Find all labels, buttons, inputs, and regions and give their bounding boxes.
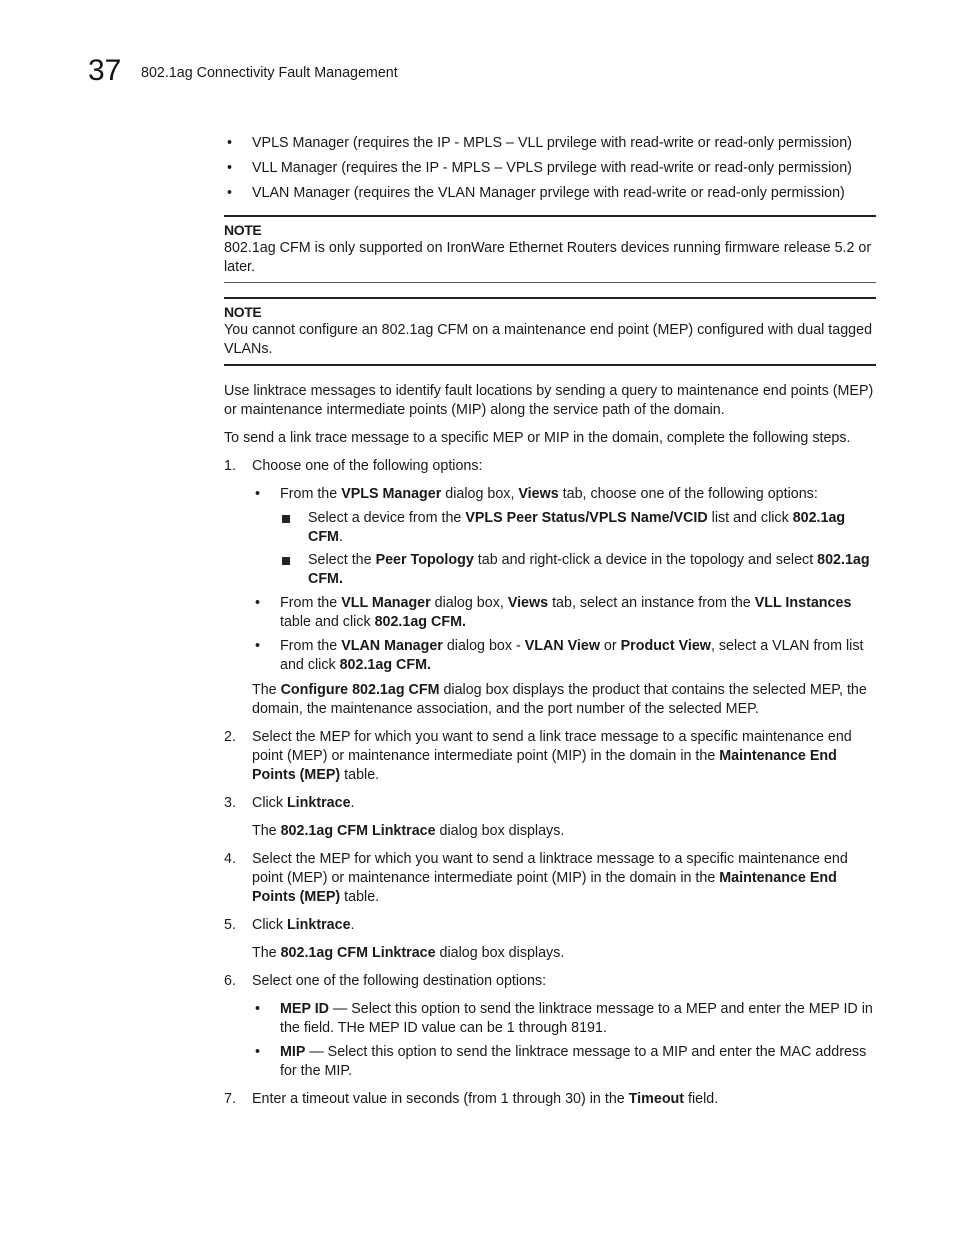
ui-term: 802.1ag CFM <box>308 510 846 545</box>
ui-term: Views <box>518 486 559 502</box>
ui-term: VLAN View <box>524 638 600 654</box>
step-list <box>224 457 876 1109</box>
note-box <box>224 297 876 366</box>
ui-term: 802.1ag CFM. <box>339 657 431 673</box>
step-text: Choose one of the following options: <box>252 458 483 474</box>
ui-term: 802.1ag CFM. <box>374 614 466 630</box>
step-number: 1. <box>224 458 236 474</box>
ui-term: Maintenance End Points (MEP) <box>252 748 837 783</box>
list-item: • VPLS Manager (requires the IP - MPLS – VLL prvilege with read-write or read-only permission) <box>224 134 876 153</box>
step-number: 5. <box>224 917 236 933</box>
ui-term: VLL Instances <box>754 595 852 611</box>
ui-term: 802.1ag CFM Linktrace <box>280 945 436 961</box>
step-number: 6. <box>224 973 236 989</box>
ui-term: Peer Topology <box>375 552 474 568</box>
note-text: You cannot configure an 802.1ag CFM on a maintenance end point (MEP) configured with dual tagged VLANs. <box>224 322 873 357</box>
list-item: Select a device from the VPLS Peer Status/VPLS Name/VCID list and click 802.1ag CFM. <box>280 509 876 547</box>
step-number: 7. <box>224 1091 236 1107</box>
ui-term: VPLS Peer Status/VPLS Name/VCID <box>465 510 708 526</box>
list-item: • From the VLAN Manager dialog box - VLAN View or Product View, select a VLAN from list and click 802.1ag CFM. <box>252 637 876 675</box>
note-title: NOTE <box>224 304 262 320</box>
ui-term: Views <box>507 595 549 611</box>
step-6 <box>224 972 876 1081</box>
step-number: 2. <box>224 729 236 745</box>
option-list <box>252 1000 876 1081</box>
list-item: • From the VLL Manager dialog box, Views tab, select an instance from the VLL Instances table and click 802.1ag CFM. <box>252 594 876 632</box>
ui-term: 802.1ag CFM Linktrace <box>280 823 436 839</box>
list-item: • VLAN Manager (requires the VLAN Manager prvilege with read-write or read-only permission) <box>224 184 876 203</box>
sub-option-list <box>280 509 876 589</box>
chapter-title: 802.1ag Connectivity Fault Management <box>141 65 398 81</box>
page-content <box>224 134 876 1118</box>
list-item: • VLL Manager (requires the IP - MPLS – VPLS prvilege with read-write or read-only permission) <box>224 159 876 178</box>
ui-term: Linktrace <box>286 917 351 933</box>
paragraph: Use linktrace messages to identify fault locations by sending a query to maintenance end points (MEP) or maintenance intermediate points (MIP) along the service path of the domain. <box>224 383 874 418</box>
list-item: • From the VPLS Manager dialog box, Views tab, choose one of the following options: Select a device from the VPLS Peer Status/VPLS Name/VCID list and click 802.1ag CFM. Select the Peer Topology tab and right-click a device in the topology and select 802.1ag CFM. <box>252 485 876 589</box>
step-result: The 802.1ag CFM Linktrace dialog box displays. <box>252 945 565 961</box>
list-item: • MIP — Select this option to send the linktrace message to a MIP and enter the MAC address for the MIP. <box>252 1043 876 1081</box>
ui-term: VPLS Manager <box>341 486 442 502</box>
ui-term: VLAN Manager <box>341 638 443 654</box>
ui-term: Configure 802.1ag CFM <box>280 682 440 698</box>
step-1 <box>224 457 876 719</box>
step-text: Click Linktrace. <box>252 917 355 933</box>
paragraph: To send a link trace message to a specific MEP or MIP in the domain, complete the following steps. <box>224 430 851 446</box>
step-number: 3. <box>224 795 236 811</box>
step-4: 4. Select the MEP for which you want to send a linktrace message to a specific maintenance end point (MEP) or maintenance intermediate point (MIP) in the domain in the Maintenance End Points (MEP) table. <box>224 851 848 905</box>
step-7: 7. Enter a timeout value in seconds (from 1 through 30) in the Timeout field. <box>224 1091 719 1107</box>
ui-term: Maintenance End Points (MEP) <box>252 870 837 905</box>
ui-term: MEP ID <box>280 1001 329 1017</box>
ui-term: MIP <box>280 1044 306 1060</box>
option-list <box>252 485 876 675</box>
ui-term: 802.1ag CFM. <box>308 552 870 587</box>
privilege-list <box>224 134 876 203</box>
step-result: The Configure 802.1ag CFM dialog box displays the product that contains the selected MEP, the domain, the maintenance association, and the port number of the selected MEP. <box>252 682 867 717</box>
list-item: Select the Peer Topology tab and right-click a device in the topology and select 802.1ag CFM. <box>280 551 876 589</box>
note-box <box>224 215 876 283</box>
ui-term: VLL Manager <box>341 595 431 611</box>
step-2: 2. Select the MEP for which you want to send a link trace message to a specific maintenance end point (MEP) or maintenance intermediate point (MIP) in the domain in the Maintenance End Points (MEP) table. <box>224 729 852 783</box>
chapter-number: 37 <box>88 54 122 87</box>
step-result: The 802.1ag CFM Linktrace dialog box displays. <box>252 823 565 839</box>
step-5 <box>224 916 876 963</box>
ui-term: Timeout <box>628 1091 685 1107</box>
step-text: Select one of the following destination options: <box>252 973 547 989</box>
step-text: Click Linktrace. <box>252 795 355 811</box>
list-item: • MEP ID — Select this option to send the linktrace message to a MEP and enter the MEP ID in the field. THe MEP ID value can be 1 through 8191. <box>252 1000 876 1038</box>
step-number: 4. <box>224 851 236 867</box>
ui-term: Linktrace <box>286 795 351 811</box>
note-title: NOTE <box>224 222 262 238</box>
note-text: 802.1ag CFM is only supported on IronWare Ethernet Routers devices running firmware release 5.2 or later. <box>224 240 872 275</box>
ui-term: Product View <box>620 638 711 654</box>
step-3 <box>224 794 876 841</box>
